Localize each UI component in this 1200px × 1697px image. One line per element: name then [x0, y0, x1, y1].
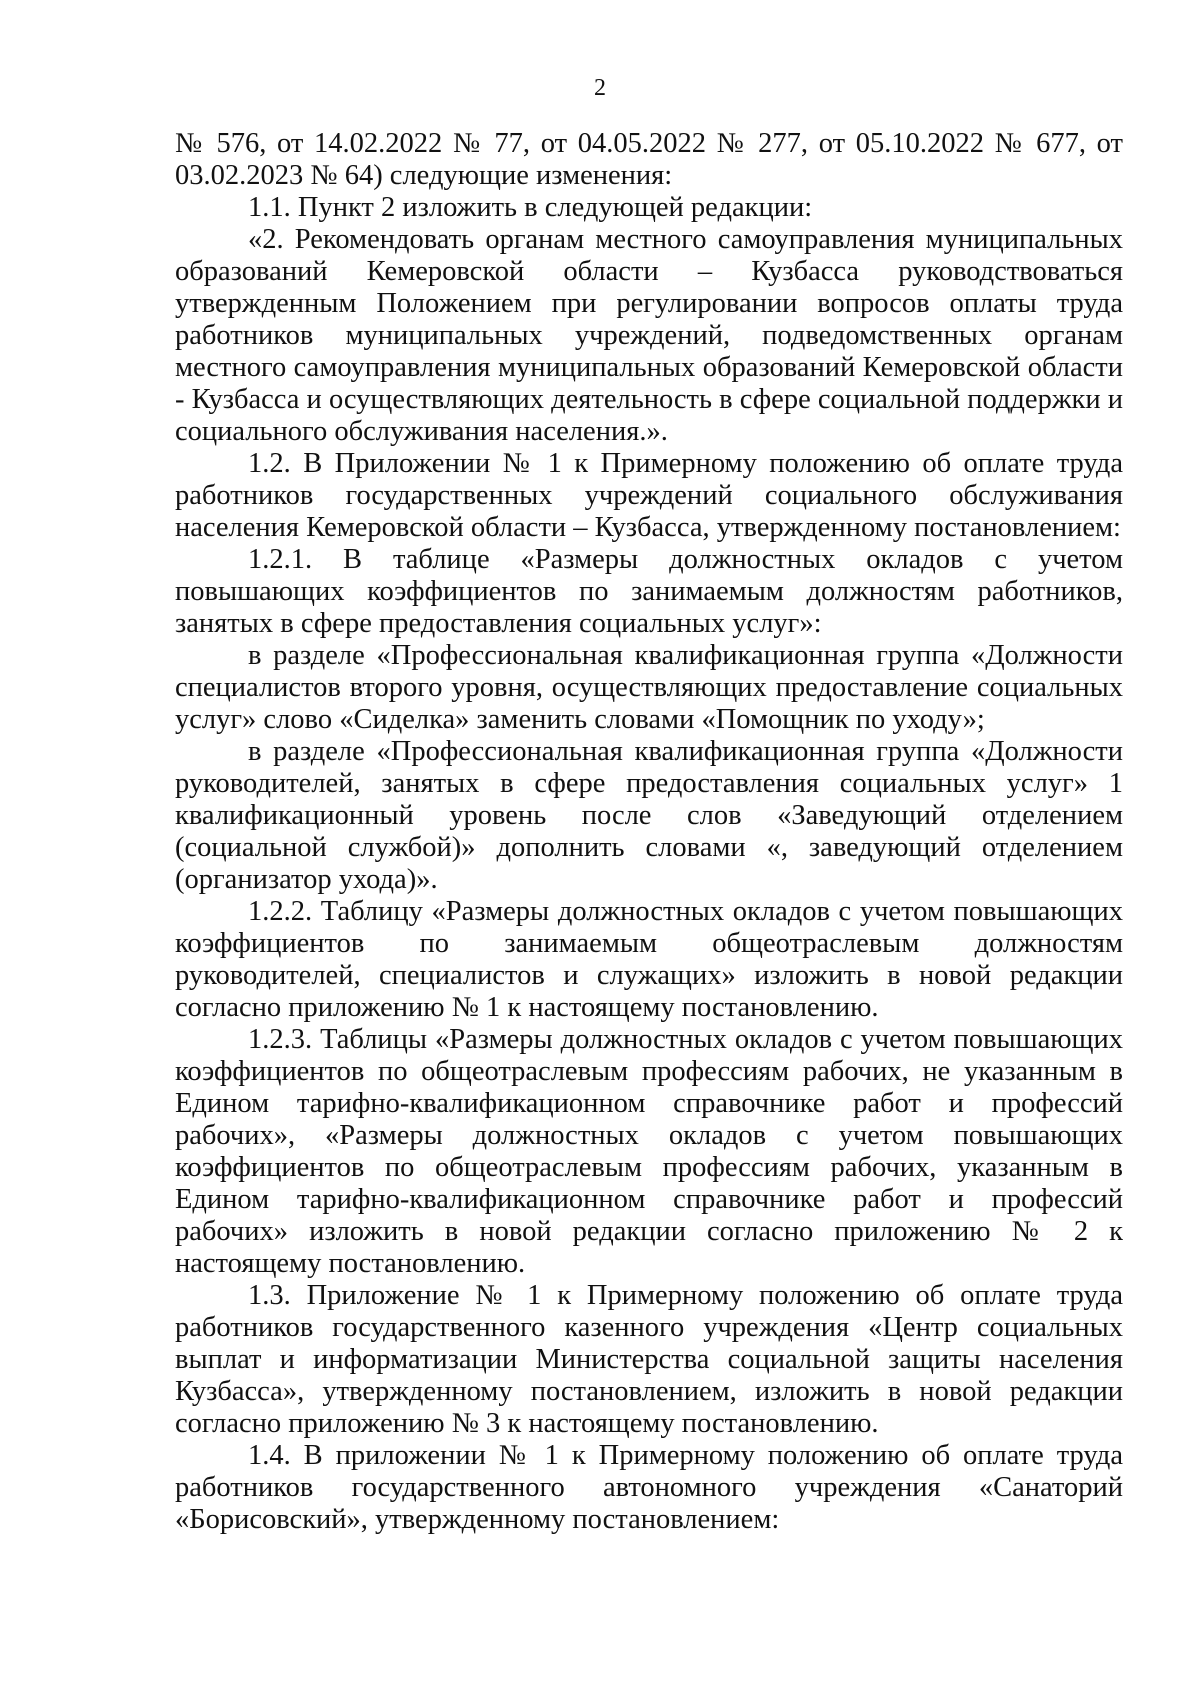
page-number: 2 — [594, 75, 606, 101]
paragraph: в разделе «Профессиональная квалификационная группа «Должности специалистов второго уровня, осуществляющих предоставление социальных услуг» слово «Сиделка» заменить словами «Помощник по уходу»; — [175, 640, 1123, 735]
paragraph: 1.2. В Приложении № 1 к Примерному положению об оплате труда работников государственных учреждений социального обслуживания населения Кемеровской области – Кузбасса, утвержденному постановлением: — [175, 448, 1123, 543]
paragraph: 1.3. Приложение № 1 к Примерному положению об оплате труда работников государственного казенного учреждения «Центр социальных выплат и информатизации Министерства социальной защиты населения Кузбасса», утвержденному постановлением, изложить в новой редакции согласно приложению № 3 к настоящему постановлению. — [175, 1280, 1123, 1439]
paragraph: № 576, от 14.02.2022 № 77, от 04.05.2022 № 277, от 05.10.2022 № 677, от 03.02.2023 № 64) следующие изменения: — [175, 128, 1123, 191]
paragraph: 1.2.1. В таблице «Размеры должностных окладов с учетом повышающих коэффициентов по занимаемым должностям работников, занятых в сфере предоставления социальных услуг»: — [175, 544, 1123, 639]
paragraph: в разделе «Профессиональная квалификационная группа «Должности руководителей, занятых в сфере предоставления социальных услуг» 1 квалификационный уровень после слов «Заведующий отделением (социальной службой)» дополнить словами «, заведующий отделением (организатор ухода)». — [175, 736, 1123, 895]
paragraph: 1.4. В приложении № 1 к Примерному положению об оплате труда работников государственного автономного учреждения «Санаторий «Борисовский», утвержденному постановлением: — [175, 1440, 1123, 1535]
paragraph: 1.2.3. Таблицы «Размеры должностных окладов с учетом повышающих коэффициентов по общеотраслевым профессиям рабочих, не указанным в Едином тарифно-квалификационном справочнике работ и профессий рабочих», «Размеры должностных окладов с учетом повышающих коэффициентов по общеотраслевым профессиям рабочих, указанным в Едином тарифно-квалификационном справочнике работ и профессий рабочих» изложить в новой редакции согласно приложению № 2 к настоящему постановлению. — [175, 1024, 1123, 1279]
paragraph: 1.1. Пункт 2 изложить в следующей редакции: — [248, 192, 813, 223]
document-body — [175, 128, 1123, 1536]
paragraph: 1.2.2. Таблицу «Размеры должностных окладов с учетом повышающих коэффициентов по занимаемым общеотраслевым должностям руководителей, специалистов и служащих» изложить в новой редакции согласно приложению № 1 к настоящему постановлению. — [175, 896, 1123, 1023]
paragraph: «2. Рекомендовать органам местного самоуправления муниципальных образований Кемеровской области – Кузбасса руководствоваться утвержденным Положением при регулировании вопросов оплаты труда работников муниципальных учреждений, подведомственных органам местного самоуправления муниципальных образований Кемеровской области - Кузбасса и осуществляющих деятельность в сфере социальной поддержки и социального обслуживания населения.». — [175, 224, 1124, 447]
